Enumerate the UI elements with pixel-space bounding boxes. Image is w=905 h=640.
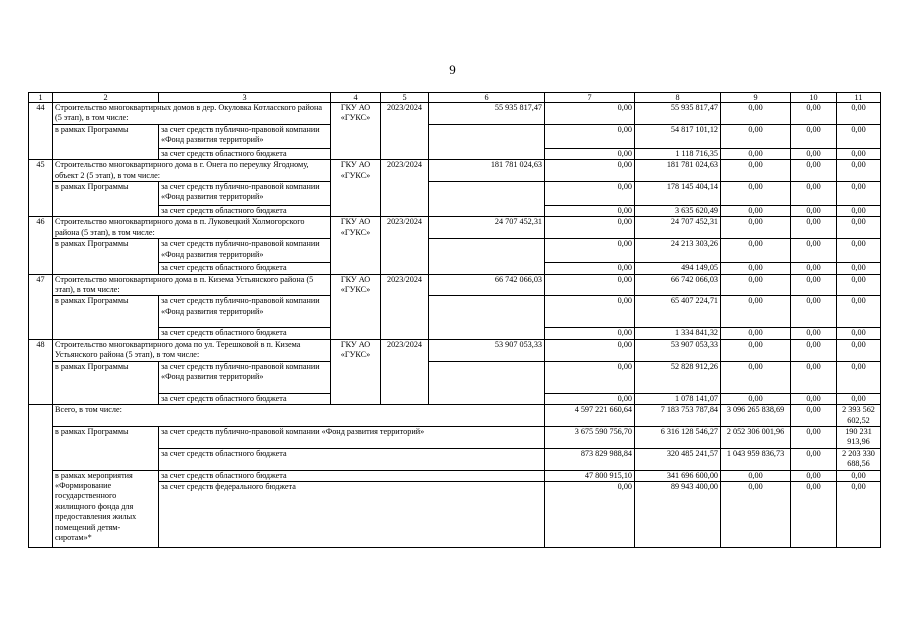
value-cell-v8: 53 907 053,33	[635, 339, 721, 361]
value-cell-v9: 0,00	[721, 206, 791, 217]
program-fund-row	[29, 239, 881, 263]
program-fund-row	[29, 361, 881, 393]
value-cell-v9: 0,00	[721, 296, 791, 328]
project-total: 53 907 053,33	[429, 339, 545, 361]
project-total: 24 707 452,31	[429, 217, 545, 239]
value-cell-v7: 0,00	[545, 328, 635, 339]
empty-cell	[429, 296, 545, 339]
fund-source-label: за счет средств публично-правовой компании «Фонд развития территорий»	[159, 182, 331, 206]
value-cell-v8: 55 935 817,47	[635, 103, 721, 125]
project-row	[29, 274, 881, 296]
measure-region-label: за счет средств областного бюджета	[159, 470, 545, 481]
program-label: в рамках Программы	[53, 124, 159, 159]
value-cell-v9: 3 096 265 838,69	[721, 405, 791, 427]
value-cell-v7: 0,00	[545, 160, 635, 182]
value-cell-v8: 7 183 753 787,84	[635, 405, 721, 427]
value-cell-v9: 0,00	[721, 124, 791, 148]
project-number: 45	[29, 160, 53, 217]
value-cell-v7: 0,00	[545, 148, 635, 159]
value-cell-v10: 0,00	[791, 470, 837, 481]
col-header: 8	[635, 93, 721, 103]
project-number: 46	[29, 217, 53, 274]
value-cell-v11: 2 203 330 688,56	[837, 448, 881, 470]
value-cell-v10: 0,00	[791, 393, 837, 404]
value-cell-v10: 0,00	[791, 124, 837, 148]
project-row	[29, 217, 881, 239]
value-cell-v7: 0,00	[545, 103, 635, 125]
value-cell-v9: 0,00	[721, 182, 791, 206]
region-source-label: за счет средств областного бюджета	[159, 393, 331, 404]
value-cell-v7: 47 800 915,10	[545, 470, 635, 481]
value-cell-v11: 0,00	[837, 206, 881, 217]
value-cell-v8: 3 635 620,49	[635, 206, 721, 217]
project-total: 66 742 066,03	[429, 274, 545, 296]
value-cell-v11: 0,00	[837, 393, 881, 404]
project-period: 2023/2024	[381, 217, 429, 274]
value-cell-v11: 190 231 913,96	[837, 426, 881, 448]
totals-label: Всего, в том числе:	[53, 405, 545, 427]
program-label: в рамках Программы	[53, 296, 159, 339]
value-cell-v9: 0,00	[721, 361, 791, 393]
col-header: 3	[159, 93, 331, 103]
measure-federal-label: за счет средств федерального бюджета	[159, 481, 545, 547]
empty-cell	[29, 405, 53, 548]
empty-cell	[429, 361, 545, 404]
value-cell-v8: 65 407 224,71	[635, 296, 721, 328]
value-cell-v11: 0,00	[837, 296, 881, 328]
value-cell-v11: 0,00	[837, 160, 881, 182]
value-cell-v9: 0,00	[721, 263, 791, 274]
value-cell-v11: 0,00	[837, 328, 881, 339]
value-cell-v8: 54 817 101,12	[635, 124, 721, 148]
measure-region-row	[29, 470, 881, 481]
empty-cell	[429, 239, 545, 274]
value-cell-v8: 181 781 024,63	[635, 160, 721, 182]
project-name: Строительство многоквартирного дома в п. Луковецкий Холмогорского района (5 этап), в том числе:	[53, 217, 331, 239]
value-cell-v9: 0,00	[721, 481, 791, 547]
col-header: 1	[29, 93, 53, 103]
project-total: 181 781 024,63	[429, 160, 545, 182]
value-cell-v9: 0,00	[721, 328, 791, 339]
column-number-row	[29, 93, 881, 103]
value-cell-v10: 0,00	[791, 426, 837, 448]
region-source-label: за счет средств областного бюджета	[159, 263, 331, 274]
value-cell-v10: 0,00	[791, 274, 837, 296]
project-name: Строительство многоквартирного дома в г. Онега по переулку Ягодному, объект 2 (5 этап), в том числе:	[53, 160, 331, 182]
value-cell-v9: 0,00	[721, 103, 791, 125]
value-cell-v8: 1 334 841,32	[635, 328, 721, 339]
value-cell-v7: 0,00	[545, 481, 635, 547]
project-name: Строительство многоквартирного дома в п. Кизема Устьянского района (5 этап), в том числе:	[53, 274, 331, 296]
project-org: ГКУ АО «ГУКС»	[331, 274, 381, 339]
value-cell-v9: 0,00	[721, 148, 791, 159]
value-cell-v8: 66 742 066,03	[635, 274, 721, 296]
value-cell-v7: 0,00	[545, 274, 635, 296]
program-fund-row	[29, 296, 881, 328]
program-label: в рамках Программы	[53, 361, 159, 404]
value-cell-v8: 24 707 452,31	[635, 217, 721, 239]
value-cell-v8: 320 485 241,57	[635, 448, 721, 470]
value-cell-v9: 0,00	[721, 274, 791, 296]
value-cell-v7: 0,00	[545, 124, 635, 148]
value-cell-v10: 0,00	[791, 296, 837, 328]
value-cell-v8: 341 696 600,00	[635, 470, 721, 481]
project-period: 2023/2024	[381, 103, 429, 160]
program-fund-row	[29, 124, 881, 148]
value-cell-v7: 0,00	[545, 263, 635, 274]
col-header: 2	[53, 93, 159, 103]
value-cell-v8: 1 118 716,35	[635, 148, 721, 159]
value-cell-v10: 0,00	[791, 182, 837, 206]
totals-fund-row	[29, 426, 881, 448]
project-name: Строительство многоквартирного дома по ул. Терешковой в п. Кизема Устьянского района (5 этап), в том числе:	[53, 339, 331, 361]
project-period: 2023/2024	[381, 160, 429, 217]
value-cell-v11: 0,00	[837, 481, 881, 547]
project-period: 2023/2024	[381, 339, 429, 404]
fund-source-label: за счет средств публично-правовой компании «Фонд развития территорий»	[159, 239, 331, 263]
value-cell-v10: 0,00	[791, 239, 837, 263]
project-org: ГКУ АО «ГУКС»	[331, 160, 381, 217]
fund-source-label: за счет средств публично-правовой компании «Фонд развития территорий»	[159, 426, 545, 448]
program-label: в рамках Программы	[53, 182, 159, 217]
value-cell-v7: 0,00	[545, 339, 635, 361]
value-cell-v10: 0,00	[791, 448, 837, 470]
program-fund-row	[29, 182, 881, 206]
value-cell-v11: 0,00	[837, 124, 881, 148]
value-cell-v11: 0,00	[837, 217, 881, 239]
project-number: 44	[29, 103, 53, 160]
value-cell-v10: 0,00	[791, 361, 837, 393]
col-header: 4	[331, 93, 381, 103]
page-number: 9	[449, 62, 456, 77]
value-cell-v8: 178 145 404,14	[635, 182, 721, 206]
value-cell-v7: 0,00	[545, 239, 635, 263]
value-cell-v10: 0,00	[791, 263, 837, 274]
project-row	[29, 160, 881, 182]
value-cell-v11: 0,00	[837, 182, 881, 206]
value-cell-v9: 0,00	[721, 217, 791, 239]
budget-table	[28, 92, 881, 548]
program-label: в рамках Программы	[53, 426, 159, 470]
value-cell-v8: 494 149,05	[635, 263, 721, 274]
value-cell-v10: 0,00	[791, 103, 837, 125]
value-cell-v7: 873 829 988,84	[545, 448, 635, 470]
value-cell-v7: 0,00	[545, 206, 635, 217]
measure-label: в рамках мероприятия «Формирование государственного жилищного фонда для предоставления жилых помещений детям-сиротам»*	[53, 470, 159, 547]
project-row	[29, 339, 881, 361]
project-org: ГКУ АО «ГУКС»	[331, 339, 381, 404]
value-cell-v7: 0,00	[545, 296, 635, 328]
value-cell-v11: 0,00	[837, 339, 881, 361]
value-cell-v9: 0,00	[721, 160, 791, 182]
value-cell-v8: 1 078 141,07	[635, 393, 721, 404]
col-header: 9	[721, 93, 791, 103]
value-cell-v10: 0,00	[791, 405, 837, 427]
value-cell-v7: 0,00	[545, 217, 635, 239]
value-cell-v9: 0,00	[721, 239, 791, 263]
value-cell-v9: 2 052 306 001,96	[721, 426, 791, 448]
project-period: 2023/2024	[381, 274, 429, 339]
project-name: Строительство многоквартирных домов в дер. Окуловка Котласского района (5 этап), в том числе:	[53, 103, 331, 125]
project-org: ГКУ АО «ГУКС»	[331, 217, 381, 274]
empty-cell	[429, 124, 545, 159]
value-cell-v11: 0,00	[837, 148, 881, 159]
value-cell-v8: 89 943 400,00	[635, 481, 721, 547]
value-cell-v8: 24 213 303,26	[635, 239, 721, 263]
value-cell-v11: 2 393 562 602,52	[837, 405, 881, 427]
fund-source-label: за счет средств публично-правовой компании «Фонд развития территорий»	[159, 296, 331, 328]
region-source-label: за счет средств областного бюджета	[159, 206, 331, 217]
value-cell-v7: 0,00	[545, 361, 635, 393]
value-cell-v9: 0,00	[721, 470, 791, 481]
col-header: 5	[381, 93, 429, 103]
value-cell-v11: 0,00	[837, 263, 881, 274]
program-label: в рамках Программы	[53, 239, 159, 274]
value-cell-v11: 0,00	[837, 361, 881, 393]
fund-source-label: за счет средств публично-правовой компании «Фонд развития территорий»	[159, 361, 331, 393]
col-header: 10	[791, 93, 837, 103]
fund-source-label: за счет средств публично-правовой компании «Фонд развития территорий»	[159, 124, 331, 148]
value-cell-v7: 4 597 221 660,64	[545, 405, 635, 427]
value-cell-v10: 0,00	[791, 160, 837, 182]
value-cell-v11: 0,00	[837, 274, 881, 296]
region-source-label: за счет средств областного бюджета	[159, 148, 331, 159]
project-number: 47	[29, 274, 53, 339]
value-cell-v7: 0,00	[545, 393, 635, 404]
col-header: 11	[837, 93, 881, 103]
value-cell-v8: 52 828 912,26	[635, 361, 721, 393]
empty-cell	[429, 182, 545, 217]
value-cell-v9: 0,00	[721, 393, 791, 404]
col-header: 6	[429, 93, 545, 103]
project-row	[29, 103, 881, 125]
region-source-label: за счет средств областного бюджета	[159, 448, 545, 470]
value-cell-v7: 3 675 590 756,70	[545, 426, 635, 448]
value-cell-v10: 0,00	[791, 217, 837, 239]
value-cell-v8: 6 316 128 546,27	[635, 426, 721, 448]
totals-row	[29, 405, 881, 427]
project-number: 48	[29, 339, 53, 404]
project-org: ГКУ АО «ГУКС»	[331, 103, 381, 160]
value-cell-v7: 0,00	[545, 182, 635, 206]
value-cell-v11: 0,00	[837, 239, 881, 263]
col-header: 7	[545, 93, 635, 103]
value-cell-v10: 0,00	[791, 481, 837, 547]
value-cell-v10: 0,00	[791, 206, 837, 217]
value-cell-v11: 0,00	[837, 103, 881, 125]
value-cell-v10: 0,00	[791, 328, 837, 339]
value-cell-v9: 0,00	[721, 339, 791, 361]
region-source-label: за счет средств областного бюджета	[159, 328, 331, 339]
value-cell-v10: 0,00	[791, 339, 837, 361]
project-total: 55 935 817,47	[429, 103, 545, 125]
value-cell-v9: 1 043 959 836,73	[721, 448, 791, 470]
value-cell-v10: 0,00	[791, 148, 837, 159]
value-cell-v11: 0,00	[837, 470, 881, 481]
